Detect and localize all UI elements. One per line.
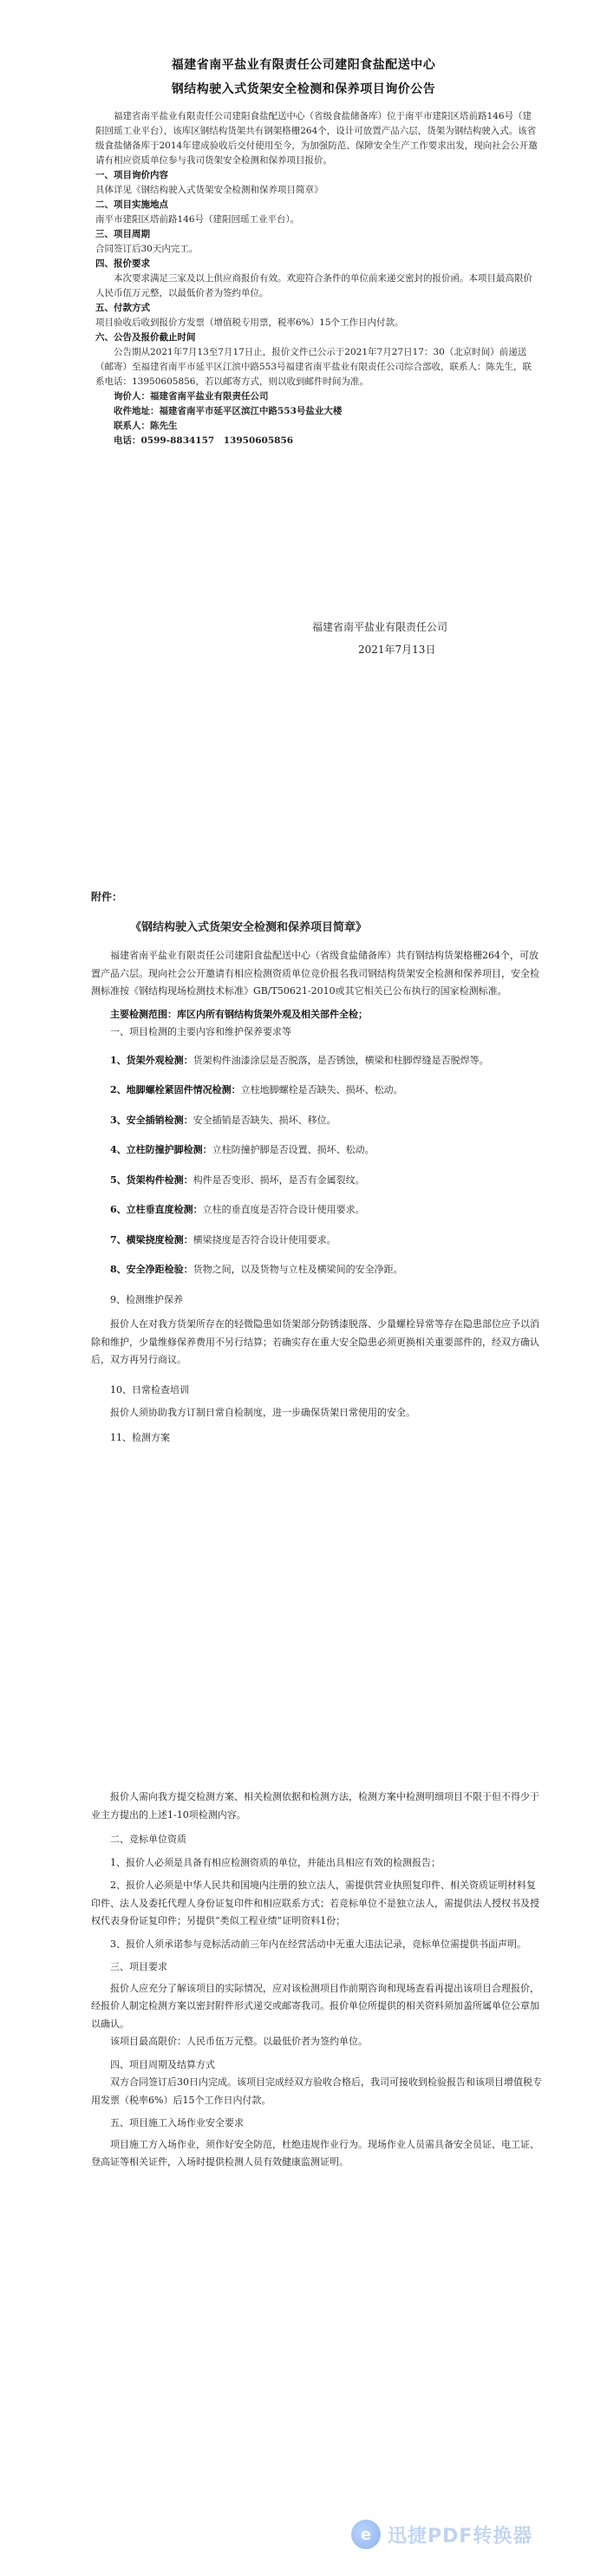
- check-item-label: 8、安全净距检验：: [110, 1264, 193, 1275]
- section-heading: 三、项目要求: [110, 1961, 167, 1972]
- qualification-item: 2、报价人必须是中华人民共和国境内注册的独立法人，需提供营业执照复印件、相关资质证明材料复印件、法人及委托代理人身份证复印件和相应联系方式；若竞标单位不是独立法人，需提供法人授权书及授权代表身份证复印件；另提供“类似工程业绩”证明资料1份；: [91, 1880, 539, 1926]
- item-text: 报价人需向我方提交检测方案、相关检测依据和检测方法，检测方案中检测明细项目不限于但不得少于业主方提出的上述1-10项检测内容。: [91, 1791, 539, 1821]
- section-text: 南平市建阳区塔前路146号（建阳回瑶工业平台）。: [95, 214, 300, 225]
- check-item-text: 立柱地脚螺栓是否缺失、损坏、松动。: [240, 1084, 403, 1095]
- section-heading: 四、项目周期及结算方式: [110, 2058, 215, 2070]
- section-text: 公告期从2021年7月13至7月17日止，报价文件已公示于2021年7月27日17：30（北京时间）前递送（邮寄）至福建省南平市延平区江滨中路553号福建省南平盐业有限责任公司综合部收，联系人：陈先生，联系电话：13950605856，若以邮寄方式，则以收到邮件时间为准。: [95, 347, 532, 387]
- check-item-label: 1、货架外观检测：: [110, 1054, 193, 1066]
- watermark-text: 迅捷PDF转换器: [388, 2525, 533, 2547]
- requirement-text: 报价人应充分了解该项目的实际情况，应对该检测项目作前期咨询和现场查看再提出该项目合理报价，经报价人制定检测方案以密封附件形式递交或邮寄我司。报价单位所提供的相关资料须加盖所属单位公章加以确认。: [91, 1982, 539, 2030]
- check-item: [91, 1112, 542, 1130]
- section-heading: 六、公告及报价截止时间: [95, 332, 196, 343]
- check-item-label: 3、安全插销检测：: [110, 1114, 193, 1126]
- check-item: [91, 1082, 542, 1100]
- contact-phone: 电话：0599-8834157 13950605856: [114, 435, 294, 446]
- qualification-item: 1、报价人必须是具备有相应检测资质的单位，并能出具相应有效的检测报告；: [110, 1856, 441, 1868]
- check-item: [91, 1172, 542, 1190]
- qualification-item: 3、报价人须承诺参与竞标活动前三年内在经营活动中无重大违法记录，竞标单位需提供书面声明。: [110, 1938, 526, 1950]
- section-heading: 四、报价要求: [95, 258, 150, 269]
- requirement-text: 该项目最高限价：人民币伍万元整。以最低价者为签约单位。: [110, 2036, 368, 2047]
- document-title-line2: 钢结构驶入式货架安全检测和保养项目询价公告: [171, 82, 436, 96]
- section-heading: 一、项目检测的主要内容和维护保养要求等: [110, 1026, 291, 1037]
- check-item-label: 4、立柱防撞护脚检测：: [110, 1144, 212, 1155]
- check-item-text: 横梁挠度是否符合设计使用要求。: [193, 1233, 336, 1246]
- section-text: 本次要求满足三家及以上供应商报价有效。欢迎符合条件的单位前来递交密封的报价函。本项目最高限价人民币伍万元整，以最低价者为签约单位。: [95, 273, 532, 298]
- check-item: [91, 1141, 542, 1160]
- section-heading: 一、项目询价内容: [95, 170, 168, 180]
- signature-organization: 福建省南平盐业有限责任公司: [312, 621, 448, 633]
- contact-inquirer: 询价人：福建省南平盐业有限责任公司: [114, 391, 269, 402]
- intro-paragraph: 福建省南平盐业有限责任公司建阳食盐配送中心（省级食盐储备库）位于南平市建阳区塔前路146号（建阳回瑶工业平台），该库区钢结构货架共有钢架格栅264个，设计可放置产品六层，货架为钢结构驶入式。该省级食盐储备库于2014年建成验收后交付使用至今，为加强防范、保障安全生产工作要求出发，现向社会公开邀请有相应资质单位参与我司货架安全检测和保养项目报价。: [95, 111, 538, 166]
- check-item-text: 立柱防撞护脚是否设置、损坏、松动。: [212, 1144, 375, 1155]
- item-heading: 9、检测维护保养: [110, 1293, 183, 1305]
- payment-text: 双方合同签订后30日内完成。该项目完成经双方验收合格后，我司可接收到检验报告和该项目增值税专用发票（税率6%）后15个工作日内付款。: [91, 2076, 542, 2106]
- attachment-body-part2: [91, 1788, 542, 2172]
- section-text: 合同签订后30天内完工。: [95, 244, 199, 254]
- section-heading: 三、项目周期: [95, 229, 150, 239]
- notice-body: [95, 109, 538, 448]
- attachment-body-part1: [91, 947, 542, 1447]
- section-heading: 二、竞标单位资质: [110, 1834, 186, 1845]
- signature-date: 2021年7月13日: [358, 644, 436, 656]
- contact-person: 联系人：陈先生: [114, 421, 178, 431]
- check-item-text: 货架构件油漆涂层是否脱落，是否锈蚀，横梁和柱脚焊缝是否脱焊等。: [193, 1054, 489, 1066]
- check-item-text: 构件是否变形、损坏，是否有金属裂纹。: [193, 1174, 365, 1186]
- check-item-text: 安全插销是否缺失、损坏、移位。: [193, 1114, 336, 1126]
- check-item: [91, 1201, 542, 1219]
- item-heading: 10、日常检查培训: [110, 1383, 189, 1396]
- section-text: 具体详见《钢结构驶入式货架安全检测和保养项目简章》: [95, 185, 323, 195]
- attachment-title: 《钢结构驶入式货架安全检测和保养项目简章》: [130, 921, 368, 934]
- check-item: [91, 1261, 542, 1279]
- watermark: [351, 2520, 532, 2549]
- check-item-label: 5、货架构件检测：: [110, 1174, 193, 1186]
- safety-text: 项目施工方入场作业，须作好安全防范，杜绝违规作业行为。现场作业人员需具备安全员证、电工证、登高证等相关证件，入场时提供检测人员有效健康监测证明。: [91, 2138, 539, 2167]
- attachment-intro: 福建省南平盐业有限责任公司建阳食盐配送中心（省级食盐储备库）共有钢结构货架格栅264个，可放置产品六层。现向社会公开邀请有相应检测资质单位竞价报名我司钢结构货架安全检测和保养项目，安全检测标准按《钢结构现场检测技术标准》GB/T50621-2010或其它相关已公布执行的国家检测标准。: [91, 950, 539, 997]
- item-text: 报价人须协助我方订制日常自检制度，进一步确保货架日常使用的安全。: [110, 1407, 415, 1418]
- check-item-text: 立柱的垂直度是否符合设计使用要求。: [202, 1204, 365, 1215]
- check-item: [91, 1052, 542, 1070]
- check-item: [91, 1232, 542, 1250]
- document-title-line1: 福建省南平盐业有限责任公司建阳食盐配送中心: [171, 58, 436, 72]
- section-heading: 二、项目实施地点: [95, 199, 168, 210]
- check-item-label: 2、地脚螺栓紧固件情况检测：: [110, 1084, 241, 1095]
- section-heading: 五、项目施工入场作业安全要求: [110, 2117, 244, 2128]
- item-heading: 11、检测方案: [110, 1431, 170, 1443]
- section-heading: 五、付款方式: [95, 303, 150, 313]
- check-item-label: 6、立柱垂直度检测：: [110, 1204, 203, 1215]
- converter-logo-icon: e: [351, 2520, 381, 2549]
- section-text: 项目验收后收到报价方发票（增值税专用票，税率6%）15个工作日内付款。: [95, 317, 404, 328]
- check-item-text: 货物之间，以及货物与立柱及横梁间的安全净距。: [193, 1264, 403, 1275]
- contact-address: 收件地址：福建省南平市延平区滨江中路553号盐业大楼: [114, 406, 343, 416]
- item-text: 报价人在对我方货架所存在的轻微隐患如货架部分防锈漆脱落、少量螺栓异常等存在隐患部位应予以消除和维护，少量维修保养费用不另行结算；若确实存在重大安全隐患必须更换相关重要部件的，经双方确认后，双方再另行商议。: [91, 1318, 539, 1365]
- scope-label: 主要检测范围：库区内所有钢结构货架外观及相关部件全检；: [110, 1008, 368, 1020]
- check-item-label: 7、横梁挠度检测：: [110, 1233, 193, 1246]
- attachment-label: 附件：: [91, 891, 123, 903]
